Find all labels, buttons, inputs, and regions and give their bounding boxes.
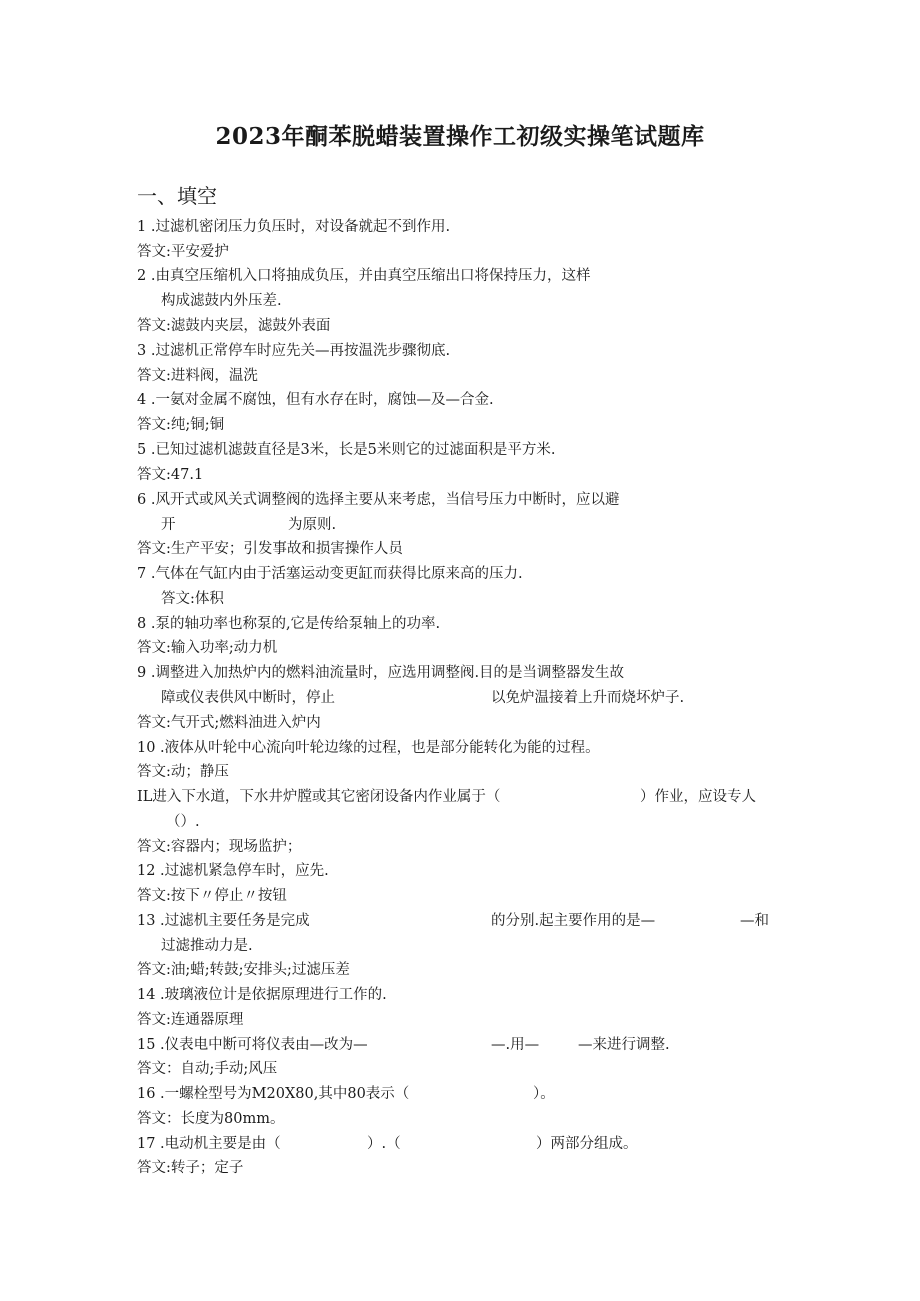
question-17-c: ）两部分组成。: [536, 1136, 638, 1152]
question-6-cont-b: 为原则.: [288, 517, 337, 533]
answer-10: 答文:动；静压: [137, 764, 229, 780]
question-15-a: 15 .仪表电中断可将仪表由—改为—: [137, 1037, 368, 1053]
question-11-cont: （）.: [166, 814, 200, 830]
question-9-cont-b: 以免炉温接着上升而烧坏炉子.: [491, 690, 685, 706]
question-9-cont-a: 障或仪表供风中断时，停止: [161, 690, 335, 706]
question-2: 2 .由真空压缩机入口将抽成负压，并由真空压缩出口将保持压力，这样: [137, 268, 591, 284]
question-14: 14 .玻璃液位计是依据原理进行工作的.: [137, 987, 387, 1003]
question-13-b: 的分别.起主要作用的是—: [491, 913, 656, 929]
question-17-a: 17 .电动机主要是由（: [137, 1136, 281, 1152]
question-15-c: —来进行调整.: [578, 1037, 670, 1053]
question-3: 3 .过滤机正常停车时应先关—再按温洗步骤彻底.: [137, 343, 451, 359]
answer-14: 答文:连通器原理: [137, 1012, 244, 1028]
answer-12: 答文:按下〃停止〃按钮: [137, 888, 287, 904]
question-1: 1 .过滤机密闭压力负压时，对设备就起不到作用.: [137, 219, 451, 235]
answer-8: 答文:输入功率;动力机: [137, 640, 278, 656]
question-6-cont-a: 开: [161, 517, 176, 533]
answer-1: 答文:平安爱护: [137, 244, 229, 260]
question-13-cont: 过滤推动力是.: [161, 938, 253, 954]
answer-3: 答文:进料阀，温洗: [137, 368, 258, 384]
answer-13: 答文:油;蜡;转鼓;安排头;过滤压差: [137, 962, 350, 978]
question-17-b: ）.（: [367, 1136, 401, 1152]
answer-7: 答文:体积: [161, 591, 224, 607]
answer-16: 答文：长度为80mm。: [137, 1111, 285, 1127]
question-12: 12 .过滤机紧急停车时，应先.: [137, 863, 329, 879]
question-2-cont: 构成滤鼓内外压差.: [161, 293, 282, 309]
question-7: 7 .气体在气缸内由于活塞运动变更缸而获得比原来高的压力.: [137, 566, 523, 582]
answer-9: 答文:气开式;燃料油进入炉内: [137, 715, 321, 731]
document-title: 2023年酮苯脱蜡装置操作工初级实操笔试题库: [215, 123, 705, 150]
answer-2: 答文:滤鼓内夹层，滤鼓外表面: [137, 318, 331, 334]
question-9: 9 .调整进入加热炉内的燃料油流量时，应选用调整阀.目的是当调整器发生故: [137, 665, 625, 681]
answer-6: 答文:生产平安；引发事故和损害操作人员: [137, 541, 403, 557]
question-10: 10 .液体从叶轮中心流向叶轮边缘的过程，也是部分能转化为能的过程。: [137, 740, 600, 756]
answer-4: 答文:纯;铜;铜: [137, 417, 225, 433]
question-11-b: ）作业，应设专人: [640, 789, 756, 805]
question-4: 4 .一氨对金属不腐蚀，但有水存在时，腐蚀—及—合金.: [137, 392, 494, 408]
question-16-a: 16 .一螺栓型号为M20X80,其中80表示（: [137, 1086, 410, 1102]
question-13-c: —和: [740, 913, 769, 929]
answer-11: 答文:容器内；现场监护；: [137, 839, 302, 855]
answer-15: 答文：自动;手动;风压: [137, 1061, 278, 1077]
question-13-a: 13 .过滤机主要任务是完成: [137, 913, 310, 929]
answer-17: 答文:转子；定子: [137, 1160, 244, 1176]
question-15-b: —.用—: [491, 1037, 540, 1053]
question-5: 5 .已知过滤机滤鼓直径是3米，长是5米则它的过滤面积是平方米.: [137, 442, 556, 458]
answer-5: 答文:47.1: [137, 467, 204, 483]
question-11-a: IL进入下水道，下水井炉膛或其它密闭设备内作业属于（: [137, 789, 501, 805]
question-8: 8 .泵的轴功率也称泵的,它是传给泵轴上的功率.: [137, 616, 441, 632]
question-6: 6 .风开式或风关式调整阀的选择主要从来考虑，当信号压力中断时，应以避: [137, 492, 620, 508]
section-heading: 一、填空: [137, 184, 217, 208]
question-16-b: ）。: [533, 1086, 555, 1102]
